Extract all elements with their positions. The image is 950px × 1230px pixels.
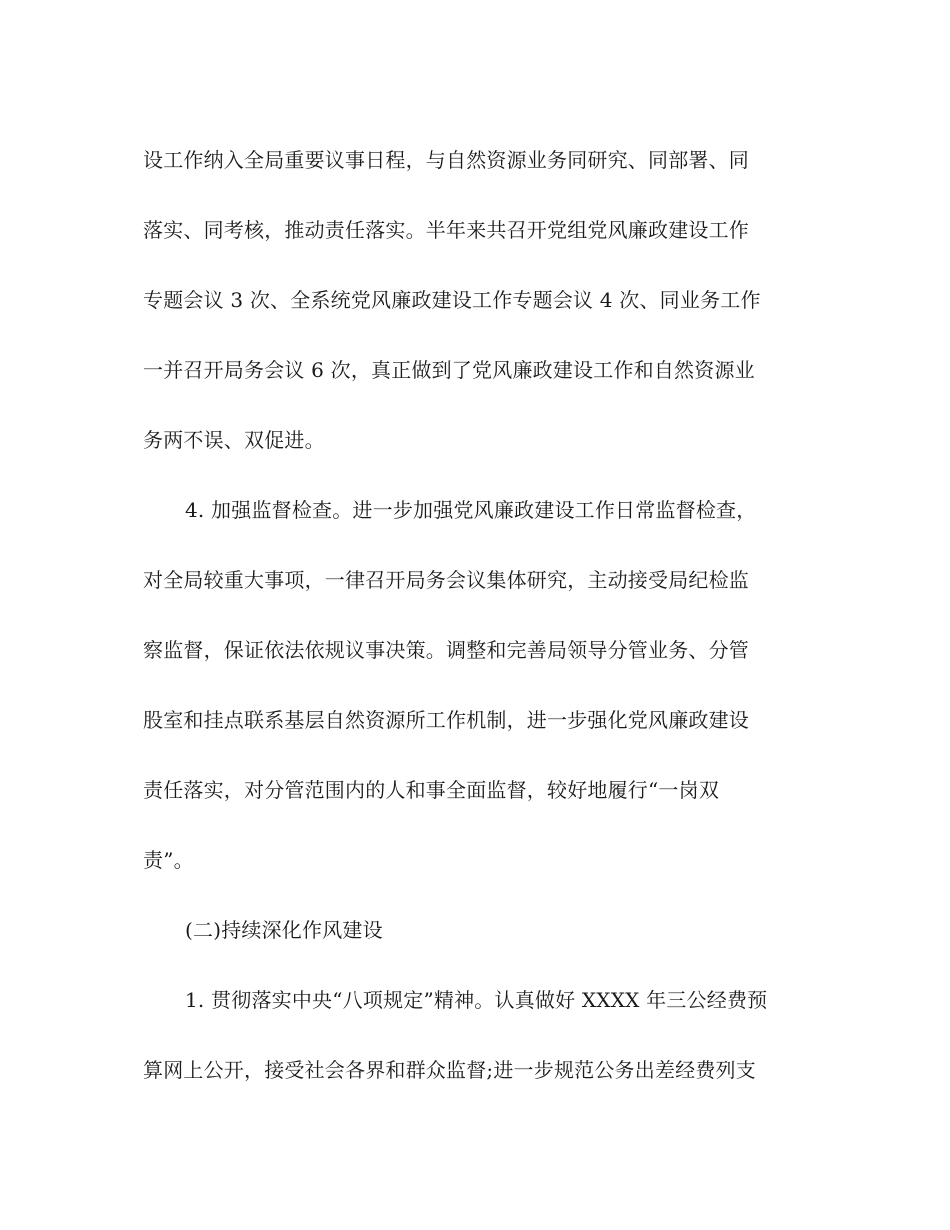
text-line: 务两不误、双促进。 <box>143 428 325 452</box>
text-line: 一并召开局务会议 6 次，真正做到了党风廉政建设工作和自然资源业 <box>143 358 755 382</box>
text-line: 对全局较重大事项，一律召开局务会议集体研究，主动接受局纪检监 <box>143 568 749 592</box>
text-line: 责”。 <box>143 848 194 872</box>
section-heading-2: (二)持续深化作风建设 <box>185 918 383 942</box>
text-line: 股室和挂点联系基层自然资源所工作机制，进一步强化党风廉政建设 <box>143 708 749 732</box>
text-line: 察监督，保证依法依规议事决策。调整和完善局领导分管业务、分管 <box>143 638 749 662</box>
text-line: 设工作纳入全局重要议事日程，与自然资源业务同研究、同部署、同 <box>143 148 749 172</box>
section-heading-4: 4. 加强监督检查。进一步加强党风廉政建设工作日常监督检查， <box>185 498 757 522</box>
text-line: 算网上公开，接受社会各界和群众监督;进一步规范公务出差经费列支 <box>143 1058 756 1082</box>
section-heading-1: 1. 贯彻落实中央“八项规定”精神。认真做好 XXXX 年三公经费预 <box>185 988 768 1012</box>
text-line: 落实、同考核，推动责任落实。半年来共召开党组党风廉政建设工作 <box>143 218 749 242</box>
text-line: 责任落实，对分管范围内的人和事全面监督，较好地履行“一岗双 <box>143 778 720 802</box>
text-line: 专题会议 3 次、全系统党风廉政建设工作专题会议 4 次、同业务工作 <box>143 288 761 312</box>
